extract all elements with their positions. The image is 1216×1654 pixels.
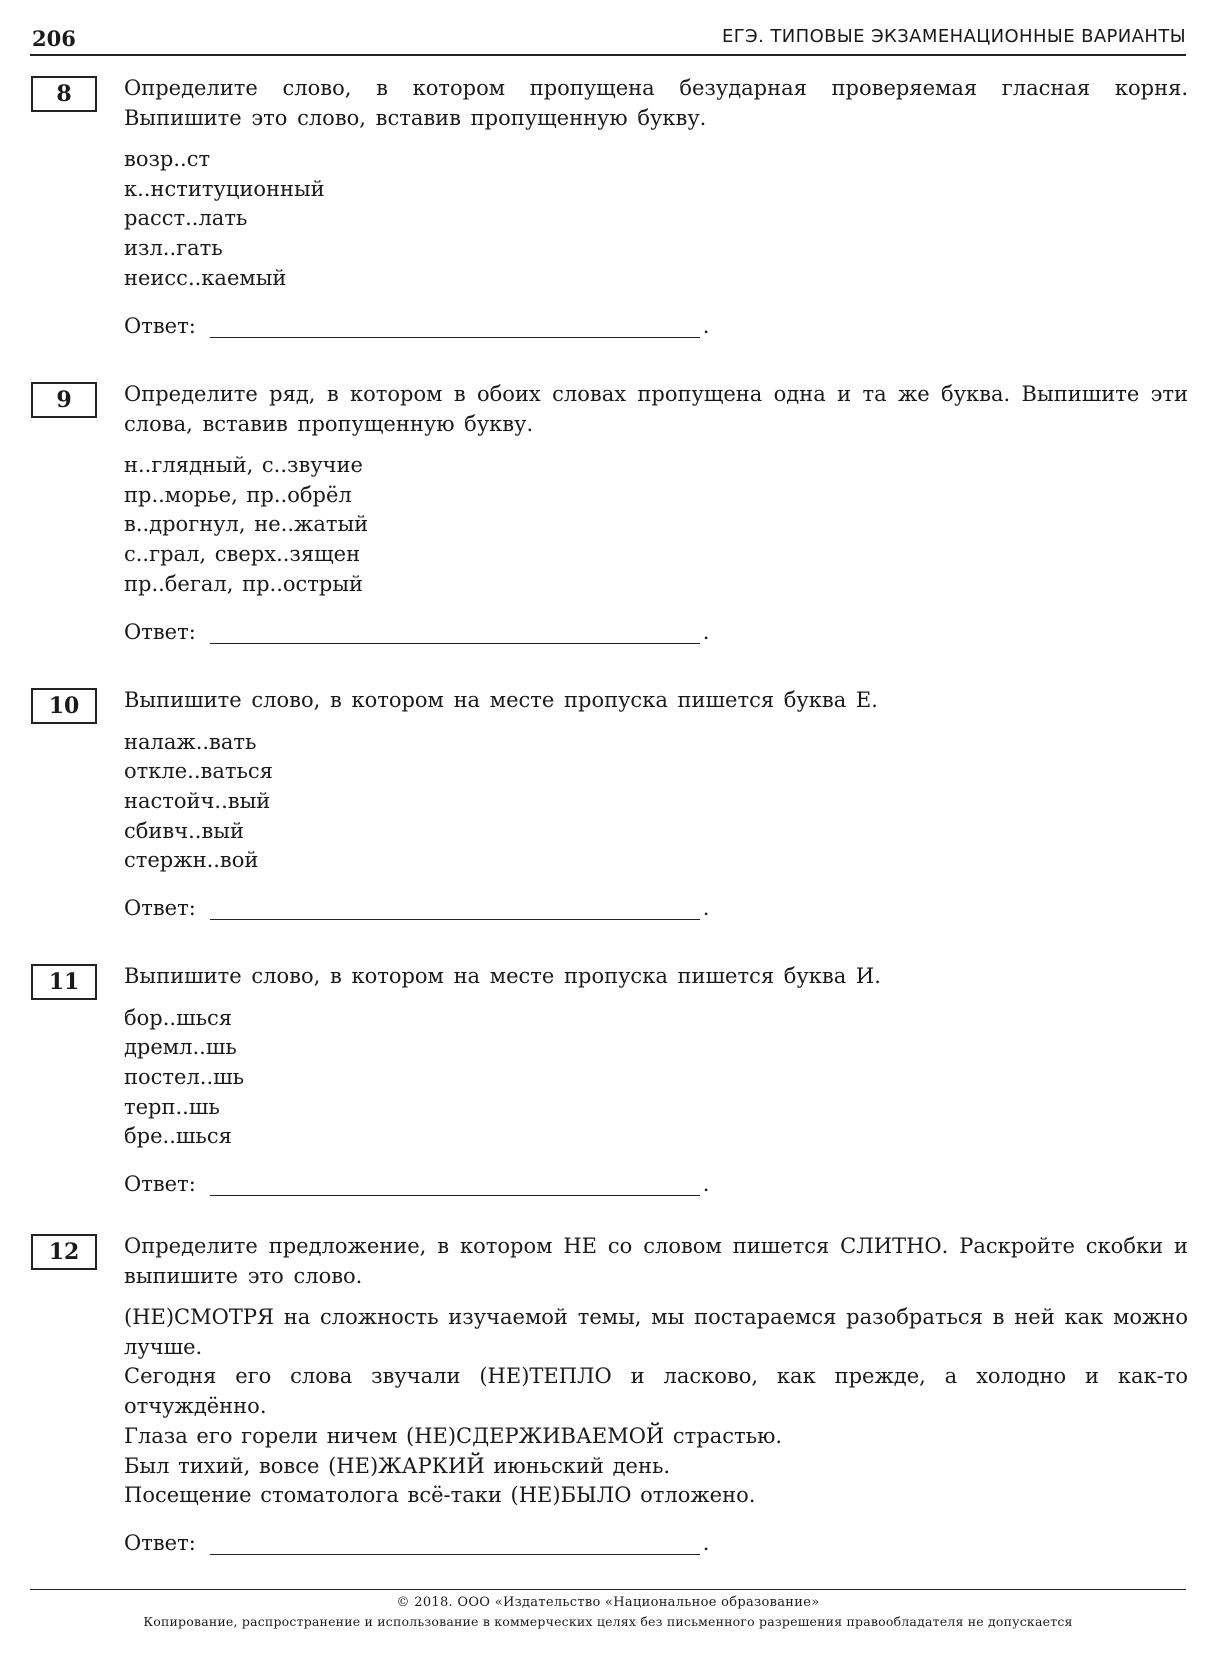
option-item: неисс..каемый — [124, 265, 287, 290]
answer-row — [124, 614, 1188, 644]
option-item: сбивч..вый — [124, 818, 244, 843]
answer-row — [124, 890, 1188, 920]
options-list — [124, 145, 1188, 294]
option-item: с..грал, сверх..зящен — [124, 542, 361, 567]
task-11 — [30, 962, 1188, 1196]
option-item: пр..морье, пр..обрёл — [124, 482, 352, 507]
answer-label: Ответ: — [124, 896, 196, 921]
footer-divider — [30, 1589, 1186, 1590]
task-instruction: Выпишите слово, в котором на месте пропуска пишется буква И. — [124, 964, 881, 988]
answer-dot: . — [702, 619, 710, 644]
option-item: к..нституционный — [124, 176, 325, 201]
answer-label: Ответ: — [124, 1530, 196, 1555]
option-item: дремл..шь — [124, 1035, 237, 1060]
answer-row — [124, 1525, 1188, 1555]
option-item: пр..бегал, пр..острый — [124, 571, 364, 596]
option-item: бор..шься — [124, 1005, 233, 1030]
task-instruction: Определите ряд, в котором в обоих словах пропущена одна и та же буква. Выпишите эти слова, вставив пропущенную букву. — [124, 382, 1188, 436]
task-number: 8 — [31, 76, 97, 112]
answer-field[interactable] — [210, 1533, 700, 1555]
page-number: 206 — [32, 26, 76, 51]
answer-label: Ответ: — [124, 1172, 196, 1197]
option-item: налаж..вать — [124, 729, 257, 754]
answer-label: Ответ: — [124, 313, 196, 338]
task-10 — [30, 686, 1188, 920]
options-list — [124, 1004, 1188, 1153]
option-item: откле..ваться — [124, 759, 273, 784]
option-item: изл..гать — [124, 236, 223, 261]
answer-field[interactable] — [210, 622, 700, 644]
footer-legal-notice: Копирование, распространение и использование в коммерческих целях без письменного разрешения правообладателя не допускается — [143, 1614, 1073, 1629]
option-item: постел..шь — [124, 1064, 245, 1089]
option-item: Посещение стоматолога всё-таки (НЕ)БЫЛО отложено. — [124, 1483, 756, 1508]
running-title: ЕГЭ. ТИПОВЫЕ ЭКЗАМЕНАЦИОННЫЕ ВАРИАНТЫ — [722, 26, 1186, 47]
answer-row — [124, 308, 1188, 338]
task-instruction: Определите слово, в котором пропущена безударная проверяемая гласная корня. Выпишите это слово, вставив пропущенную букву. — [124, 76, 1188, 130]
footer-copyright: © 2018. ООО «Издательство «Национальное образование» — [396, 1595, 820, 1610]
option-item: настойч..вый — [124, 788, 271, 813]
option-item: Сегодня его слова звучали (НЕ)ТЕПЛО и ласково, как прежде, а холодно и как-то отчуждённо. — [124, 1364, 1188, 1419]
answer-field[interactable] — [210, 898, 700, 920]
task-number: 12 — [31, 1234, 97, 1270]
option-item: Был тихий, вовсе (НЕ)ЖАРКИЙ июньский день. — [124, 1453, 671, 1478]
answer-dot: . — [702, 1172, 710, 1197]
task-instruction: Определите предложение, в котором НЕ со словом пишется СЛИТНО. Раскройте скобки и выпишите это слово. — [124, 1234, 1188, 1288]
task-8 — [30, 74, 1188, 338]
answer-row — [124, 1166, 1188, 1196]
option-item: в..дрогнул, не..жатый — [124, 512, 369, 537]
answer-dot: . — [702, 313, 710, 338]
task-number: 10 — [31, 688, 97, 724]
option-item: (НЕ)СМОТРЯ на сложность изучаемой темы, мы постараемся разобраться в ней как можно лучше. — [124, 1305, 1188, 1359]
task-number: 11 — [31, 964, 97, 1000]
options-list — [124, 451, 1188, 600]
options-list — [124, 728, 1188, 877]
option-item: расст..лать — [124, 206, 248, 231]
answer-label: Ответ: — [124, 619, 196, 644]
option-item: стержн..вой — [124, 848, 259, 873]
task-9 — [30, 380, 1188, 644]
answer-dot: . — [702, 1530, 710, 1555]
answer-dot: . — [702, 896, 710, 921]
task-12 — [30, 1232, 1188, 1555]
task-instruction: Выпишите слово, в котором на месте пропуска пишется буква Е. — [124, 688, 878, 712]
option-item: терп..шь — [124, 1094, 220, 1119]
task-number: 9 — [31, 382, 97, 418]
option-item: возр..ст — [124, 147, 211, 171]
option-item: бре..шься — [124, 1124, 232, 1149]
page-header — [30, 22, 1186, 56]
answer-field[interactable] — [210, 1174, 700, 1196]
options-list — [124, 1303, 1188, 1511]
answer-field[interactable] — [210, 316, 700, 338]
option-item: Глаза его горели ничем (НЕ)СДЕРЖИВАЕМОЙ страстью. — [124, 1423, 783, 1448]
option-item: н..глядный, с..звучие — [124, 453, 363, 477]
